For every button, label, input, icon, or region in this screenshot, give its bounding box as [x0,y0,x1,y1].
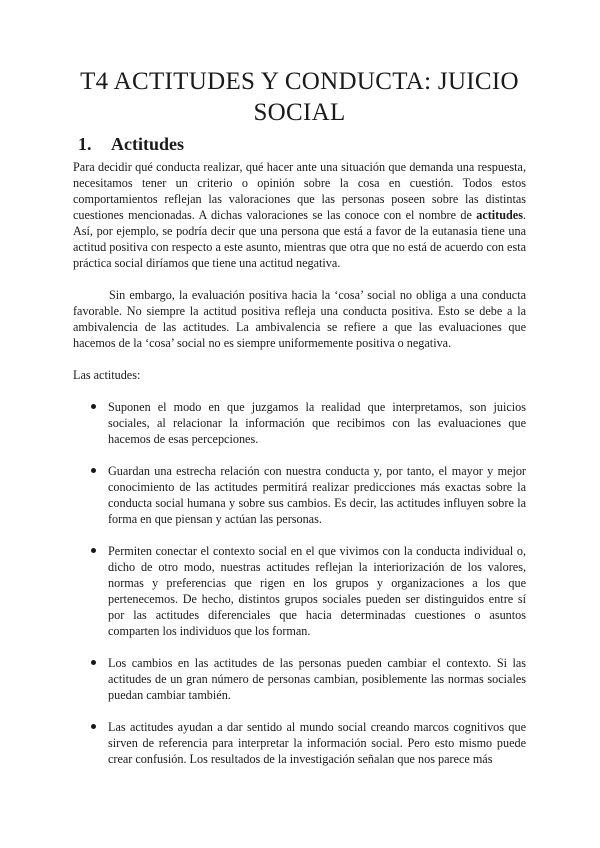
list-item [73,719,526,767]
bullet-icon [91,404,96,409]
paragraph-spacer [73,383,526,399]
section-number: 1. [78,134,92,154]
section-heading [78,133,526,155]
document-title: T4 ACTITUDES Y CONDUCTA: JUICIO SOCIAL [80,68,519,126]
section-title: Actitudes [111,134,184,154]
attitudes-list [73,399,526,767]
bullet-icon [91,468,96,473]
list-item-text: Permiten conectar el contexto social en el que vivimos con la conducta individual o, dicho de otro modo, nuestras actitudes reflejan la interiorización de los valores, normas y preferencias que rigen en los grupos y organizaciones a los que pertenecemos. De hecho, distintos grupos sociales pueden ser distinguidos entre sí por las actitudes diferenciales que hacia determinadas cuestiones o asuntos comparten los individuos que los forman. [108,544,526,638]
list-item [73,543,526,639]
list-item [73,655,526,703]
intro-text-before: Para decidir qué conducta realizar, qué hacer ante una situación que demanda una respuesta, necesitamos tener un criterio o opinión sobre la cosa en cuestión. Todos estos comportamientos reflejan las valoraciones que las personas poseen sobre las distintas cuestiones mencionadas. A dichas valoraciones se las conoce con el nombre de [73,160,526,222]
list-item [73,399,526,447]
list-intro: Las actitudes: [73,368,141,382]
paragraph-spacer [73,351,526,367]
list-item-text: Guardan una estrecha relación con nuestra conducta y, por tanto, el mayor y mejor conocimiento de las actitudes permitirá realizar predicciones más exactas sobre la conducta social humana y sobre sus cambios. Es decir, las actitudes influyen sobre la forma en que piensan y actúan las personas. [108,464,526,526]
ambivalence-paragraph: Sin embargo, la evaluación positiva hacia la ‘cosa’ social no obliga a una conducta favorable. No siempre la actitud positiva refleja una conducta positiva. Esto se debe a la ambivalencia de las actitudes. La ambivalencia se refiere a que las evaluaciones que hacemos de la ‘cosa’ social no es siempre uniformemente positiva o negativa. [73,288,526,350]
intro-text-after: . Así, por ejemplo, se podría decir que una persona que está a favor de la eutanasia tiene una actitud positiva con respecto a este asunto, mientras que otra que no está de acuerdo con esta práctica social diríamos que tiene una actitud negativa. [73,208,526,270]
bullet-icon [91,548,96,553]
bullet-icon [91,724,96,729]
list-item-text: Suponen el modo en que juzgamos la realidad que interpretamos, son juicios sociales, al relacionar la información que recibimos con las evaluaciones que hacemos de esas percepciones. [108,400,526,446]
intro-paragraph [73,159,526,271]
list-item-text: Las actitudes ayudan a dar sentido al mundo social creando marcos cognitivos que sirven de referencia para interpretar la información social. Pero esto mismo puede crear confusión. Los resultados de la investigación señalan que nos parece más [108,720,526,766]
list-item [73,463,526,527]
bullet-icon [91,660,96,665]
intro-bold-term: actitudes [476,208,523,222]
paragraph-spacer [73,271,526,287]
list-item-text: Los cambios en las actitudes de las personas pueden cambiar el contexto. Si las actitudes de un gran número de personas cambian, posiblemente las normas sociales puedan cambiar también. [108,656,526,702]
